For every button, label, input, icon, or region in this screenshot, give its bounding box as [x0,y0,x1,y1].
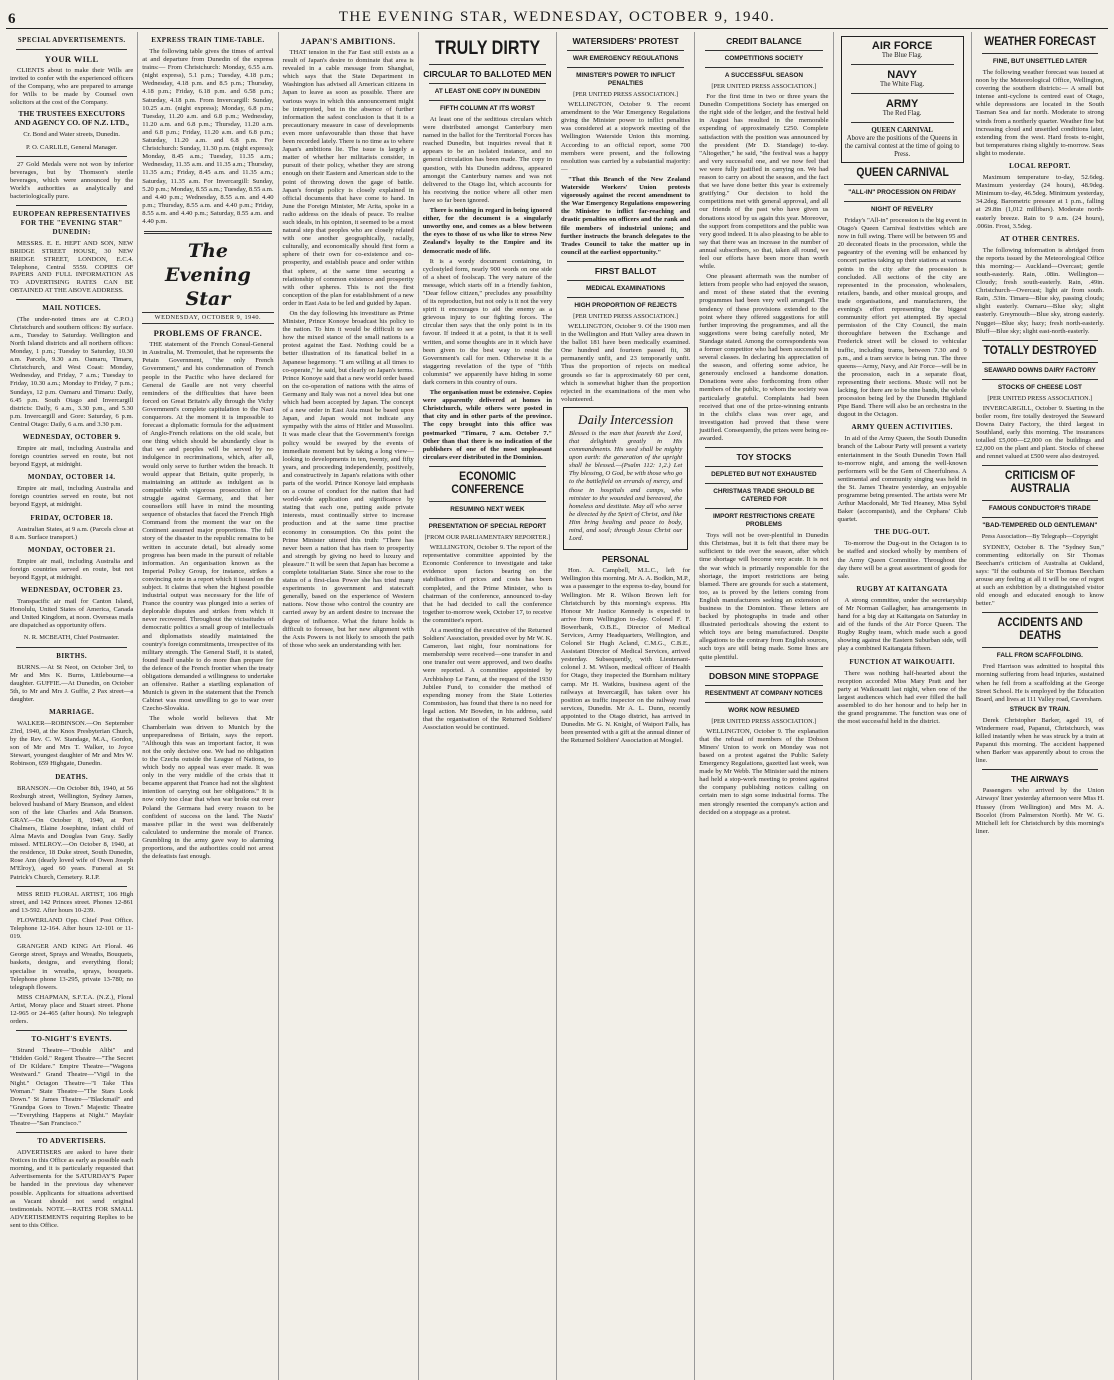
subheading-copy: AT LEAST ONE COPY IN DUNEDIN [434,88,540,95]
deaths-text: BRANSON.—On October 8th, 1940, at 56 Roxburgh street, Wellington, Sydney James, beloved husband of Mary Branson, and eldest son of the late Charles and Ada Branson. GRAY.—On October 8, 1940, at Port Chalmers, Elaine Josephine, infant child of Alma Mavis and Douglas Ivan Gray. Sadly missed. M'ELROY.—On October 8, 1940, at the residence, 18 Duke street, South Dunedin, Rose Ann (dearly loved wife of Owen Joseph M'Elroy), aged 60 years. Funeral at St Patrick's Church, Cemetery. R.I.P. [10,784,134,881]
heading-france: PROBLEMS OF FRANCE. [153,328,263,339]
divider [982,647,1098,648]
column-4 [419,32,557,1380]
press-credit: [PER UNITED PRESS ASSOCIATION.] [987,394,1093,402]
dugout-text: To-morrow the Dug-out in the Octagon is to be staffed and stocked wholly by members of the Army Queen Committee. Throughout the day there will be a great assortment of goods for sale. [837,540,967,580]
econ-text: WELLINGTON, October 9. The report of the representative committee appointed by the Economic Conference to investigate and take evidence upon factors bearing on the stabilisation of prices and costs has been completed, and the Prime Minister, who is chairman of the conference, announced to-day that he had decided to call the conference together to-morrow week, October 17, to receive the committee's report. [422,544,552,624]
waikouaiti-text: There was nothing half-hearted about the reception accorded Miss Mary Pratt and her party at Waikouaiti last night, when one of the largest audiences which had ever filled the hall assembled to do her honour and to help her in the grand programme. The function was one of the most successful held in the district. [837,669,967,726]
seaward-text: INVERCARGILL, October 9. Starting in the boiler room, fire totally destroyed the Seaward Downs Dairy Factory, the third largest in Southland, early this morning. The insurances totalled £5,000—£2,000 on the buildings and £2,000 on the plant and plant. Stocks of cheese and rennet valued at £500 were also destroyed. [975,404,1104,461]
divider [982,612,1098,613]
wed23-text: Transpacific air mail for Canton Island, Honolulu, United States of America, Canada and United Kingdom, at noon. Overseas mails are dispatched as opportunity offers. [10,598,134,630]
toy-text: Toys will not be over-plentiful in Dunedin this Christmas, but it is felt that there may be sufficient to tide over the season, after which time shortage will become very acute. It is not the war which is primarily responsible for the shortage, the import restrictions are being blamed. There are grounds for such a statement, too, as is proved by the letters coming from English manufacturers seeking an extension of business in the Dominion. These letters are backed by photographs in trade and other illustrated periodicals showing the extent to which toys are being manufactured. Despite allegations to the contrary from English sources, such toys are still being made. Some lines are quite plentiful. [699,532,829,661]
heading-births: BIRTHS. [56,651,88,660]
divider [705,67,822,68]
divider [982,53,1098,54]
divider [567,50,684,51]
criticism-text: SYDNEY, October 8. The "Sydney Sun," commenting editorially on Sir Thomas Beecham's criticism of Australia at Oakland, says: "If the outbursts of Sir Thomas Beecham arouse any feeling at all it will be one of regret at such an exhibition by a distinguished visitor old enough and educated enough to know better." [975,543,1104,608]
column-2 [138,32,278,1380]
divider [982,517,1098,518]
heading-personal: PERSONAL [602,554,650,565]
heading-advertisers: TO ADVERTISERS. [37,1137,106,1146]
mail-text: (The under-noted times are at C.P.O.) Christchurch and southern offices: By surface. a.m., Tuesday to Saturday. Wellington and North Island districts and all northern offices: Monday, 1 p.m.; Tuesday to Saturday, 10.30 a.m. Parcels, 9.30 a.m. Oamaru, Timaru, Christchurch, and West Coast: Monday, Wednesday, and Friday, 7 a.m.; Tuesday to Friday, 10.30 a.m.; Monday to Friday, 7 p.m.; Sundays, 12 p.m. Oamaru and Timaru: Daily, 6.45 p.m. South Otago and Invercargill districts: Daily, 6 a.m., 3.30 p.m., and 5.30 p.m. Invercargill and Gore: Saturday, 6 p.m. Central Otago: Daily, 6 a.m. and 3.30 p.m. [10,315,134,428]
divider [16,49,127,50]
divider [705,466,822,467]
subheading-fine: FINE, BUT UNSETTLED LATER [992,58,1087,65]
masthead [6,6,1108,29]
heading-mon-oct-14: MONDAY, OCTOBER 14. [27,473,116,482]
ad-air-force: AIR FORCE [871,40,933,52]
subheading-import: IMPORT RESTRICTIONS CREATE PROBLEMS [712,513,815,529]
ad-navy-flag: The White Flag. [880,81,925,88]
divider [16,299,127,300]
heading-marriage: MARRIAGE. [49,707,95,716]
subheading-bad-tempered: "BAD-TEMPERED OLD GENTLEMAN" [982,522,1098,530]
divider [567,261,684,262]
column-7 [834,32,972,1380]
subheading-medical: MEDICAL EXAMINATIONS [585,284,666,292]
divider [567,297,684,298]
divider [982,500,1098,501]
divider [429,518,546,519]
heading-tonight: TO-NIGHT'S EVENTS. [31,1035,112,1044]
japan-text: THAT tension in the Far East still exists as a result of Japan's desire to dominate that area is revealed in a cable message from Shanghai, which says that the State Department in Washington has advised all American citizens in Japan to leave as soon as possible. There are various ways in which this announcement might be interpreted, but in the absence of further information the safest conclusion is that it is a precautionary measure in case of developments even more unfavourable than those that have been recorded lately. There is no time as to where Japan's ambitions lie. The issue is largely a matter of whether her militarists consider, in pursuit of their policy, whether they are strong enough on their Eastern and American side to the point of throwing down the gage of battle. Japan's foreign policy is closely explained in official documents that have come to hand. In June the Foreign Minister, Mr Arita, spoke in a radio address on the ideals of peace. To realise such ideals, in his opinion, it seemed to be a most natural step that peoples who are closely related with one another geographically, racially, culturally, and economically should first form a sphere of their own for co-existence and co-prosperity, and establish peace and order within that sphere, at the same time securing a relationship of common existence and prosperity with other spheres. This is not the first conception of the plan for establishment of a new order in East Asia to be led and guided by Japan. [282,49,414,307]
dobson-text: WELLINGTON, October 9. The explanation that the refusal of members of the Dobson Miners' Union to work on Monday was not based on a protest against the Public Safety Emergency Regulations, gazetted last week, was made by Mr Webb. The Minister said the miners had held a stop-work meeting to protest against the company publishing notices calling on certain men to sign some industrial forms. The men strongly resented the company's action and decided on a stoppage as a protest. [699,727,829,816]
subheading-season: A SUCCESSFUL SEASON [724,72,803,79]
divider [982,362,1098,363]
scaffold-text: Fred Harrison was admitted to hospital this morning suffering from head injuries, sustained when he fell from a scaffolding at the George Street School. He is employed by the Education Board, and lives at 111 Valley road, Caversham. [975,663,1104,703]
heading-first-ballot: FIRST BALLOT [594,265,657,276]
dirty-quote: There is nothing in regard in being ignored either, for the document is a singularly unworthy one, and comes as a blow between the eyes to those of us who like to stress New Zealand's loyalty to the Empire and its democratic mode of life. [422,207,552,255]
heading-toy-stocks: TOY STOCKS [736,452,792,463]
credit-text-2: One pleasant aftermath was the number of letters from people who had enjoyed the season, and most of these stated that the evening programmes had been very well arranged. The tendency of these provisions extended to the point where they offered suggestions for still further improving the programmes, and all the suggestions were being carefully noted, Mr Standage stated. Among the correspondents was a former competitor who had been successful in several classes. In declaring his appreciation of the season, and offering some advice, he generously enclosed a handsome donation. Donations were also forthcoming from other members of the public, to whom the society was particularly grateful. Complaints had been received that one of the prize-winning entrants in the child's class was over age, and investigation had proved that these were justified. Consequently, the prizes were being re-awarded. [699,273,829,443]
heading-local-report: LOCAL REPORT. [1009,162,1071,171]
ad-navy: NAVY [887,69,917,81]
subheading-resentment: RESENTMENT AT COMPANY NOTICES [705,689,823,697]
heading-criticism: CRITICISM OF AUSTRALIA [1004,470,1075,496]
econ-text-2: At a meeting of the executive of the Returned Soldiers' Association, presided over by Mr W. K. Cameron, last night, four nominations for membership were received—one transfer in and one transfer out were approved, and two deaths were reported. A committee appointed by Archbishop Le Fanu, at the request of the 1930 Jubilee Fund, to consider the method of expending money from the State Lotteries Commission, has found that there is no need for legal action. Mr Bowden, in his address, said that the organisation of the Returned Soldiers' Association would be continued. [422,626,552,732]
heading-credit: CREDIT BALANCE [726,36,802,46]
heading-circular: CIRCULAR TO BALLOTED MEN [423,69,552,79]
centres-text: The following information is abridged from the reports issued by the Meteorological Office this morning:— Auckland—Overcast; gentle south-easterly. Rain, .08in. Wellington—Cloudy; fresh south-easterly. Rain, .49in. Christchurch—Overcast; light air from south. Rain, .53in. Timaru—Blue sky, passing clouds; slight easterly. Oamaru—Blue sky; slight easterly. Greymouth—Blue sky, strong easterly. Nugget—Blue sky; hazy; fresh north-easterly. Bluff—Blue sky; slight east-north-easterly. [975,246,1104,335]
divider [705,666,822,667]
beverage-text: 27 Gold Medals were not won by inferior beverages, but by Thomson's sterile beverages, which were announced by the World's authorities as analytically and bacteriologically pure. [10,160,134,201]
masthead-title: THE EVENING STAR, WEDNESDAY, OCTOBER 9, 1940. [338,9,776,25]
divider [567,280,684,281]
column-6 [695,32,833,1380]
divider [429,83,546,84]
ad-army-flag: The Red Flag. [882,110,922,117]
page-number: 6 [8,11,16,27]
divider [16,1132,127,1133]
ad-army: ARMY [885,98,919,110]
ad-air-force-flag: The Blue Flag. [881,52,923,59]
personal-text: Hon. A. Campbell, M.L.C., left for Wellington this morning. Mr A. A. Bodkin, M.P., was a passenger to the express to-day, bound for Wellington. Mr R. Wilson Brown left for Christchurch by this morning's express. His Honour Mr Justice Kennedy is expected to arrive from Wellington to-day. Colonel F. F. Bowerbank, O.B.E., Director of Medical Services, Army Headquarters, Wellington, and Colonel Sir Hugh Acland, C.M.G., C.B.E., Assistant Director of Medical Services, arrived yesterday. Subsequently, with Lieutenant-colonel J. M. Wilson, medical officer of Health for Otago, they inspected the Burnham military camp. Mr H. Watkins, business agent of the railways at Invercargill, has taken over his position as traffic inspector on the railway road services, Dunedin. Mr A. L. Dunn, recently appointed to the Otago district, has arrived in Dunedin. Mr G. N. Knight, of Waipori Falls, has been presented with a gift at the annual dinner of the Returned Soldiers' Association at Mosgiel. [561,567,691,745]
trustees-manager: P. O. CARLILE, General Manager. [25,143,118,151]
heading-fri-oct-18: FRIDAY, OCTOBER 18. [30,513,113,522]
editorial-dateline: WEDNESDAY, OCTOBER 9, 1940. [142,312,273,324]
divider [705,702,822,703]
subheading-all-in: "ALL-IN" PROCESSION ON FRIDAY [848,189,956,196]
divider [705,483,822,484]
heading-rugby: RUGBY AT KAITANGATA [856,584,948,593]
heading-wed-oct-23: WEDNESDAY, OCTOBER 23. [20,586,123,595]
subheading-presentation: PRESENTATION OF SPECIAL REPORT [428,522,547,530]
divider [851,64,954,65]
france-text-2: The whole world believes that Mr Chamberlain was driven to Munich by the unpreparedness of Britain, says the report. "Although this was an important factor, it was not the only decisive one. We had no obligation to the Czechs outside the League of Nations, to which body no appeal was ever made. It was only in the very middle of the crisis that it became apparent that France had not the slightest intention of carrying out her obligations." It is now only too clear that when war broke out over Poland the Germans had every reason to be confident of success on the land. The Nazis' massive pillar in the west was deliberately calculated to undermine the morale of France. Grumbling in the army gave way to alarming proportions, and the authorities could not arrest the defeatists fast enough. [142,715,274,861]
divider [705,447,822,448]
press-credit: [PER UNITED PRESS ASSOCIATION.] [573,312,679,320]
evening-star-logo: The Evening Star [165,240,251,311]
heading-intercession: Daily Intercession [578,411,674,427]
subheading-rejects: HIGH PROPORTION OF REJECTS [574,301,677,309]
heading-airways: THE AIRWAYS [1010,774,1069,785]
protest-quote: "That this Branch of the New Zealand Waterside Workers' Union protests vigorously against the recent amendment to the War Emergency Regulations empowering the Minister to inflict far-reaching and drastic penalties on officers and the rank and file members of industrial unions; and further instructs the branch delegates to the Trades Council to take the matter up in council at the earliest opportunity." [561,175,691,256]
queen-text: Friday's "All-in" procession is the big event in Otago's Queen Carnival festivities which are now in full swing. There will be between 95 and 20 decorated floats in the procession, while the pageantry of the evening will be enhanced by concert parties taking up their stations at various points in the city after the procession is concluded. All sections of the city are represented in the procession, wholesalers, retailers, bands, and other musical groups, and trade organisations, and manufacturers, the evening's effort representing the biggest community effort yet attempted. By special permission of the City Council, the main thoroughfare between the Exchange and Frederick street will be closed to vehicular traffic, including trams, between 7.30 and 9 p.m., and a tram service is being run. The three queens—Army, Navy, and Air Force—will be in the procession, each in a separate float, representing their sections. Music will not be lacking, for there are to be nine bands, the whole procession being led by the Dunedin Highland Pipe Band. There will also be an orchestra in the dugout in the Octagon. [837,217,967,419]
divider [16,647,127,648]
press-credit: [PER UNITED PRESS ASSOCIATION.] [711,83,817,90]
subheading-scaffolding: FALL FROM SCAFFOLDING. [996,652,1083,660]
credit-text: For the first time in two or three years the Dunedin Competitions Society has emerged on the right side of the ledger, and the festival held in August has resulted in the memorable expending of approximately £250. Complete satisfaction with the position was announced by the president (Mr D. Standage) to-day. "Altogether," he said, "the festival was a happy and very successful one, and we now feel that we were fully justified in carrying on. We had reason to carry on about the season, and the fact that we have done better this year is extremely gratifying." Our decision to hold the competitions met with general approval, and all our friends of the past who have given us donations stood by us again this year. Moreover, the support from competitors and the public was very good indeed. It is also pleasing to be able to say that there was an increase in the number of annual subscribers, so that, taken all round, we feel our efforts have been more than worth while. [699,93,829,271]
heading-economic: ECONOMIC CONFERENCE [451,470,524,496]
advertisers-text: ADVERTISERS are asked to have their Notices in this Office as early as possible each morning, and it is particularly requested that Advertisements for the SATURDAY'S Paper be handed in the previous day whenever possible. Applicants for situations advertised as Vacant should not send original testimonials. NOTE.—RATES FOR SMALL ADVERTISEMENTS requiring Replies to be sent to this Office. [10,1149,134,1229]
subheading-revelry: NIGHT OF REVELRY [870,206,934,213]
postmaster: N. R. MCBEATH, Chief Postmaster. [23,634,120,642]
fri-text: Australian States, at 9 a.m. (Parcels close at 8 a.m. Surface transport.) [10,525,134,541]
weather-text: The following weather forecast was issued at noon by the Meteorological Office, Wellington, covering the southern districts:— A small but intense anti-cyclone is centred east of Otago, while depressions are located in the South Tasman Sea and far north. Moderate to strong winds from a northerly quarter. Weather fine but increasing cloud and unsettled conditions later, extending from the west. Hard frosts to-night, but temperatures rising slightly to-morrow. Seas slight to moderate. [975,69,1104,157]
press-credit: [PER UNITED PRESS ASSOCIATION.] [711,717,817,725]
heading-dobson: DOBSON MINE STOPPAGE [709,670,819,681]
ad-carnival-text: Above are the positions of the Queens in the carnival contest at the time of going to Press. [844,135,960,158]
heading-waikouaiti: FUNCTION AT WAIKOUAITI. [849,657,955,666]
column-8 [972,32,1108,1380]
subheading-minister: MINISTER'S POWER TO INFLICT PENALTIES [576,72,676,87]
column-5 [557,32,695,1380]
divider [982,465,1098,466]
column-3 [279,32,419,1380]
births-text: BURNS.—At St Neot, on October 3rd, to Mr and Mrs K. Burns, Littlebourne—a daughter. GUFFIE.—At Dunedin, on October 5th, to Mr and Mrs J. Guffie, 2 Pax street—a daughter. [10,663,134,703]
floral-flowerland: FLOWERLAND Opp. Chief Post Office. Telephone 12-164. After hours 12-101 or 11-019. [10,916,134,941]
subheading-fifth-column: FIFTH COLUMN AT ITS WORST [439,105,535,112]
ad-carnival: QUEEN CARNIVAL [871,127,933,134]
floral-granger: GRANGER AND KING Art Floral. 46 George street, Sprays and Wreaths, Bouquets, baskets, designs, and everything floral; specialise in wreaths, sprays, bouquets. Telephone phone 13-295, private 13-780; no telegraph flowers. [10,943,134,991]
airways-text: Passengers who arrived by the Union Airways' liner yesterday afternoon were Miss H. Hussey (from Wellington) and Mrs M. A. Bocelot (from Palmerston North). Mr W. G. Mitchell left for Christchurch by this morning's liner. [975,787,1104,835]
heading-your-will: YOUR WILL [44,54,99,64]
intercession-text: Blessed is the man that feareth the Lord, that delighteth greatly in His commandments. His seed shall be mighty upon earth: the generation of the upright shall be blessed.—(Psalm 112: 1,2.) Let Thy blessing, O God, be with those who go to the battlefield on errands of mercy, and those in hospitals and camps, who minister to the wounded and bereaved, the homeless and destitute. May all who serve be directed by the Spirit of Christ, and like Him bring healing and peace to body, mind, and soul; through Jesus Christ our Lord. [569,429,683,543]
tonight-text: Strand Theatre—"Double Alibi" and "Hidden Gold." Regent Theatre—"The Secret of Dr Kildare." Empire Theatre—"Wagons Westward." Grand Theatre—"Vigil in the Night." Octagon Theatre—"I Take This Woman." State Theatre—"The Stars Look Down." St James Theatre—"Blackmail" and "Grandpa Goes to Town." Majestic Theatre—"Everything Happens at Night." Mayfair Theatre—"San Francisco." [10,1047,134,1128]
divider [429,466,546,467]
divider [844,184,961,185]
heading-queen-carnival: QUEEN CARNIVAL [855,167,949,179]
mon21-text: Empire air mail, including Australia and foreign countries served en route, but not beyond Egypt, at midnight. [10,557,134,581]
express-text: The following table gives the times of arrival at and departure from Dunedin of the express trains:— From Christchurch: Monday, 6.55 a.m. (night express), 5.1 p.m.; Tuesday, 4.18 p.m.; Wednesday, 4.18 p.m. and 8.5 p.m.; Thursday, 4.18 p.m.; Friday, 6.18 p.m. and 6.58 p.m.; Saturday, 4.18 p.m. From Invercargill: Sunday, 10.25 a.m. (night express); Monday, 6.8 p.m.; Tuesday, 11.20 a.m. and 6.8 p.m.; Wednesday, 11.20 a.m. and 6.8 p.m.; Thursday, 11.20 a.m. and 6.8 p.m.; Friday, 11.20 a.m. and 6.8 p.m.; Saturday, 11.20 a.m. and 6.8 p.m. For Christchurch: Sunday, 11.30 p.m. (night express); Monday, 8.45 a.m.; Tuesday, 11.35 a.m.; Wednesday, 11.35 a.m. and 11.35 a.m.; Thursday, 11.35 a.m.; Friday, 8.45 a.m. and 11.35 a.m.; Saturday, 11.35 a.m. For Invercargill: Sunday, 5.20 p.m.; Monday, 8.55 a.m.; Tuesday, 8.55 a.m. and 4.40 p.m.; Wednesday, 8.55 a.m. and 4.40 p.m.; Thursday, 8.55 a.m. and 4.40 p.m.; Friday, 8.55 a.m. and 4.40 p.m.; Saturday, 8.55 a.m. and 4.40 p.m. [142,48,274,225]
marriage-text: WALKER—ROBINSON.—On September 23rd, 1940, at the Knox Presbyterian Church, by the Rev. C. W. Standage, M.A., Gordon, son of Mr and Mrs T. Walker, to Joyce Stewart, youngest daughter of Mr and Mrs W. Robinson, 659 Highgate, Dunedin. [10,719,134,768]
heading-other-centres: AT OTHER CENTRES. [1000,234,1080,243]
subheading-competitions: COMPETITIONS SOCIETY [724,55,804,62]
carnival-ad [841,36,964,163]
dirty-boxed: The organisation must be extensive. Copies were apparently delivered at homes in Christchurch, while others were posted in that city and in other parts of the province. The copy brought into this office was postmarked "Timaru, 7 a.m. October 7." Other than that there is no indication of the publishers of one of the most unpleasant circulars ever distributed in the Dominion. [422,389,552,461]
subheading-regs: WAR EMERGENCY REGULATIONS [572,55,679,62]
floral-reid: MISS REID FLORAL ARTIST, 106 High street, and 142 Princes street. Phones 12-861 and 13-592. After hours 10-239. [10,890,134,914]
mon-text: Empire air mail, including Australia and foreign countries served en route, but not beyond Egypt, at midnight. [10,485,134,509]
subheading-work-resumed: WORK NOW RESUMED [728,706,800,714]
divider [844,201,961,202]
heading-european: EUROPEAN REPRESENTATIVES FOR THE "EVENING STAR" DUNEDIN: [12,210,131,237]
divider [567,67,684,68]
france-text: THE statement of the French Consul-General in Australia, M. Tremoulet, that he represents the Petain Government, "the only French Government," and his condemnation of French people in the Pacific who have declared for General de Gaulle are not very cheerful reminders of the difficulties that have been forced on Great Britain's ally through the Vichy Government's complete capitulation to the Nazi conquerors. At the moment it is impossible to forecast a diplomatic formula for the adjustment of Anglo-French relations on the old scale, but one thing which should be abundantly clear is that we and peoples will be served by no indulgence in recriminations, which, after all, would only serve to further widen the breach. It would appear that Britain, quite properly, is maintaining an attitude as indulgent as is compatible with vigorous prosecution of her struggle against Germany, and that her counsellors still have in mind the mounting sequence of obstacles that faced the French High Command from the moment the war on the Continent assumed major proportions. The full story of the disaster in the republic remains to be written in accurate detail, but already some progress has been made in the pursuit of reliable information. An organisation known as the Imperial Policy Group, for instance, strikes a convincing note in a report which it issued on the subject. It claims that when the highest possible industrial output was necessary for the life of France the country was plunged into a series of deplorable disputes and strikes from which it never recovered. Throughout the vicissitudes of democratic politics a small group of intellectuals and diplomatists steadily maintained the country's foreign commitments, irrespective of its military strength. The General Staff, it is stated, found itself unable to do more than prepare for the defence of the French frontier when the treaty obligations demanded a willingness to undertake an offensive. Rather a startling explanation of Munich is given in the statement that the French Cabinet was most unwilling to go to war over Czecho-Slovakia. [142,341,274,713]
divider [429,64,546,65]
heading-special-ads: SPECIAL ADVERTISEMENTS. [17,36,126,44]
trustees-name: THE TRUSTEES EXECUTORS AND AGENCY CO. OF N.Z. LTD., [14,109,130,128]
press-copyright: Press Association—By Telegraph—Copyright [981,533,1099,541]
heading-army-queen: ARMY QUEEN ACTIVITIES. [851,423,953,432]
divider [16,205,127,206]
heading-dugout: THE DUG-OUT. [874,528,930,537]
divider [429,100,546,101]
divider [705,508,822,509]
dirty-text-2: It is a wordy document containing, in cyclostyled form, nearly 900 words on one side of a sheet of foolscap. The very nature of the message, which starts off in a friendly fashion, "Dear fellow citizen," precludes any possibility of its reproduction, but not only is it not the very spirit it encourages to aid the enemy as a grievous injury to our fighting forces. The circular then says that the only point is in its favour. If indeed it at a point, is that it is well written, and some thoughts are in it which have been given to the best way to resist the Government's call for men. Otherwise it is a staggering revelation of the type of "fifth columnist" we apparently have hiding in some dark corners in this country of ours. [422,257,552,386]
subheading-depleted: DEPLETED BUT NOT EXHAUSTED [711,471,817,479]
will-text: CLIENTS about to make their Wills are invited to confer with the experienced officers of the Company, who are prepared to arrange for Wills to be made by Counsel own solicitors at the cost of the Company. [10,67,134,107]
heading-accidents: ACCIDENTS AND DEATHS [997,617,1083,643]
divider [982,769,1098,770]
column-1 [6,32,138,1380]
trustees-address: Cr. Bond and Water streets, Dunedin. [23,131,121,139]
subheading-conductor: FAMOUS CONDUCTOR'S TIRADE [988,505,1091,513]
subheading-resuming: RESUMING NEXT WEEK [450,505,525,513]
floral-chapman: MISS CHAPMAN, S.F.T.A. (N.Z.), Floral Artist, Moray place and Stuart street. Phone 12-965 or 24-465 (after hours). No telegraph orders. [10,993,134,1026]
heading-deaths: DEATHS. [55,772,89,781]
columns [6,32,1108,1380]
train-text: Derek Christopher Barker, aged 19, of Windermere road, Papanui, Christchurch, was killed instantly when he was struck by a train at Papanui this morning. The accident happened when Barker was apparently about to cross the line. [975,716,1104,765]
subheading-seaward: SEAWARD DOWNS DAIRY FACTORY [983,366,1096,374]
dirty-text: At least one of the seditious circulars which were distributed amongst Canterbury men named in the ballot for the Territorial Forces has reached Dunedin, but inquiries reveal that it appears to be an isolated instance, and no general circulation has been made. The copy in question, with his Dunedin address, appeared amongst the Canterbury names and was not delivered to the Otago list, which accounts for his receiving the notice where all other men have so far been ignored. [422,116,552,204]
heading-japan: JAPAN'S AMBITIONS. [300,36,396,46]
ballot-text: WELLINGTON, October 9. Of the 1900 men in the Wellington and Hutt Valley area drawn in the ballot 181 have been medically examined. One hundred and fourteen passed fit, 38 permanently unfit, and 23 temporarily unfit. Thus the proportion of rejects on medical grounds so far is approximately 60 per cent, which is somewhat higher than the proportion rejected in the examinations of the men who volunteered. [561,322,691,403]
divider [705,685,822,686]
japan-text-2: On the day following his investiture as Prime Minister, Prince Konoye broadcast his policy to the nation. To him it would be difficult to see how the mixed stance of the small nations is a protest against the East. Nothing could be a better illustration of its fanatical belief in a Japanese hegemony. "I am willing at all times to co-operate," he said, but clearly on Japan's terms. Prince Konoye said that a new world order based on the co-operation of nations with the aims of Germany and Italy was not a novel idea but one which had been accepted by Japan. The concept of a new order in East Asia must be based upon Japan, and Japan would not indicate any sympathy with the aims of Hitler and Mussolini. It was made clear that the Government's foreign policy would be swayed by the events of immediate moment but by taking a long view—looking to developments in ten, twenty, and fifty years, and proceeding independently, positively, and constructively in Japan's relations with other parts of the world. Prince Konoye laid emphasis on a course of conduct for the nation that had world-wide application and significance by stating that each one, putting aside private interests, must continually strive to increase production and at the same time practise economy in consumption. On this point the Prime Minister uttered this truth: "There has never been a nation that has risen to prosperity and strength by giving no heed to luxury and pleasure." It will be seen that Japan has become a complete totalitarian State. Since she rose to the status of a first-class Power she has tried many experiments in government and statecraft generally, based on the experience of Western nations. Now those who control the country are carried away by an ardent desire to increase the degree of influence. What the future holds is difficult to foresee, but her new alignment with the Axis Powers is not likely to smooth the path of those who seek an understanding with her. [282,310,414,649]
army-queen-text: In aid of the Army Queen, the South Dunedin branch of the Labour Party will present a variety entertainment in the South Dunedin Town Hall to-morrow night, and among the well-known performers will be the Gem of Cheerfulness. A sentimental and community singing was held in the St. James Theatre yesterday, an enjoyable programme being presented. The artists were Mr Arthur Macdonald, Mr Ted Heaney, Miss Sybil Baker (accompanist), and the Orphans' Club quartet. [837,435,967,524]
subheading-train: STRUCK BY TRAIN. [1009,705,1070,713]
european-text: MESSRS. E. E. HEPT AND SON, NEW BRIDGE STREET HOUSE, 30 NEW BRIDGE STREET, LONDON, E.C.4. Telephone, Central 5559. COPIES OF PAPERS AND FULL INFORMATION AS TO ADVERTISING RATES CAN BE OBTAINED AT THE ABOVE ADDRESS. [10,240,134,294]
rugby-text: A strong committee, under the secretaryship of Mr Norman Gallagher, has arrangements in hand for a big day at Kaitangata on Saturday in aid of the funds of the Air Force Queen. The Rugby Rugby team, which made such a good showing against the Eastern Suburban side, will play a combined Kaitangata fifteen. [837,596,967,653]
divider [851,122,954,123]
heading-destroyed: TOTALLY DESTROYED [983,344,1097,357]
heading-mail: MAIL NOTICES. [42,303,102,312]
divider [982,379,1098,380]
heading-wed-oct-9: WEDNESDAY, OCTOBER 9. [22,433,121,442]
heading-weather: WEATHER FORECAST [984,36,1096,48]
local-text: Maximum temperature to-day, 52.6deg. Maximum yesterday (24 hours), 48.9deg. Minimum to-day, 46.5deg. Minimum yesterday, 34.2deg. Barometric pressure at 1 p.m., falling at 29.8in (1,012 millibars). Moderate north-easterly breeze. Rain to 9 a.m. (24 hours), .006in. Frost, 3.5deg. [975,174,1104,230]
heading-express: EXPRESS TRAIN TIME-TABLE. [151,36,265,44]
divider [705,50,822,51]
divider [851,93,954,94]
divider [16,1030,127,1031]
divider [429,501,546,502]
divider [16,886,127,887]
heading-mon-oct-21: MONDAY, OCTOBER 21. [27,545,116,554]
press-credit: [PER UNITED PRESS ASSOCIATION.] [573,91,679,98]
wed-text: Empire air mail, including Australia and foreign countries served en route, but not beyond Egypt, at midnight. [10,445,134,469]
heading-truly-dirty: TRULY DIRTY [434,38,540,59]
subheading-cheese: STOCKS OF CHEESE LOST [997,383,1082,391]
divider [144,231,271,234]
divider [16,156,127,157]
intercession-box [563,407,688,550]
divider [982,340,1098,341]
subheading-christmas: CHRISTMAS TRADE SHOULD BE CATERED FOR [713,488,815,504]
heading-protest: WATERSIDERS' PROTEST [572,36,679,46]
press-credit: [FROM OUR PARLIAMENTARY REPORTER.] [424,533,551,541]
protest-text: WELLINGTON, October 9. The recent amendment to the War Emergency Regulations giving the Minister power to inflict penalties was considered at a stopwork meeting of the Wellington Waterside Union this morning. According to an official report, some 700 members were present, and the following resolution was carried by a substantial majority:— [561,101,691,173]
